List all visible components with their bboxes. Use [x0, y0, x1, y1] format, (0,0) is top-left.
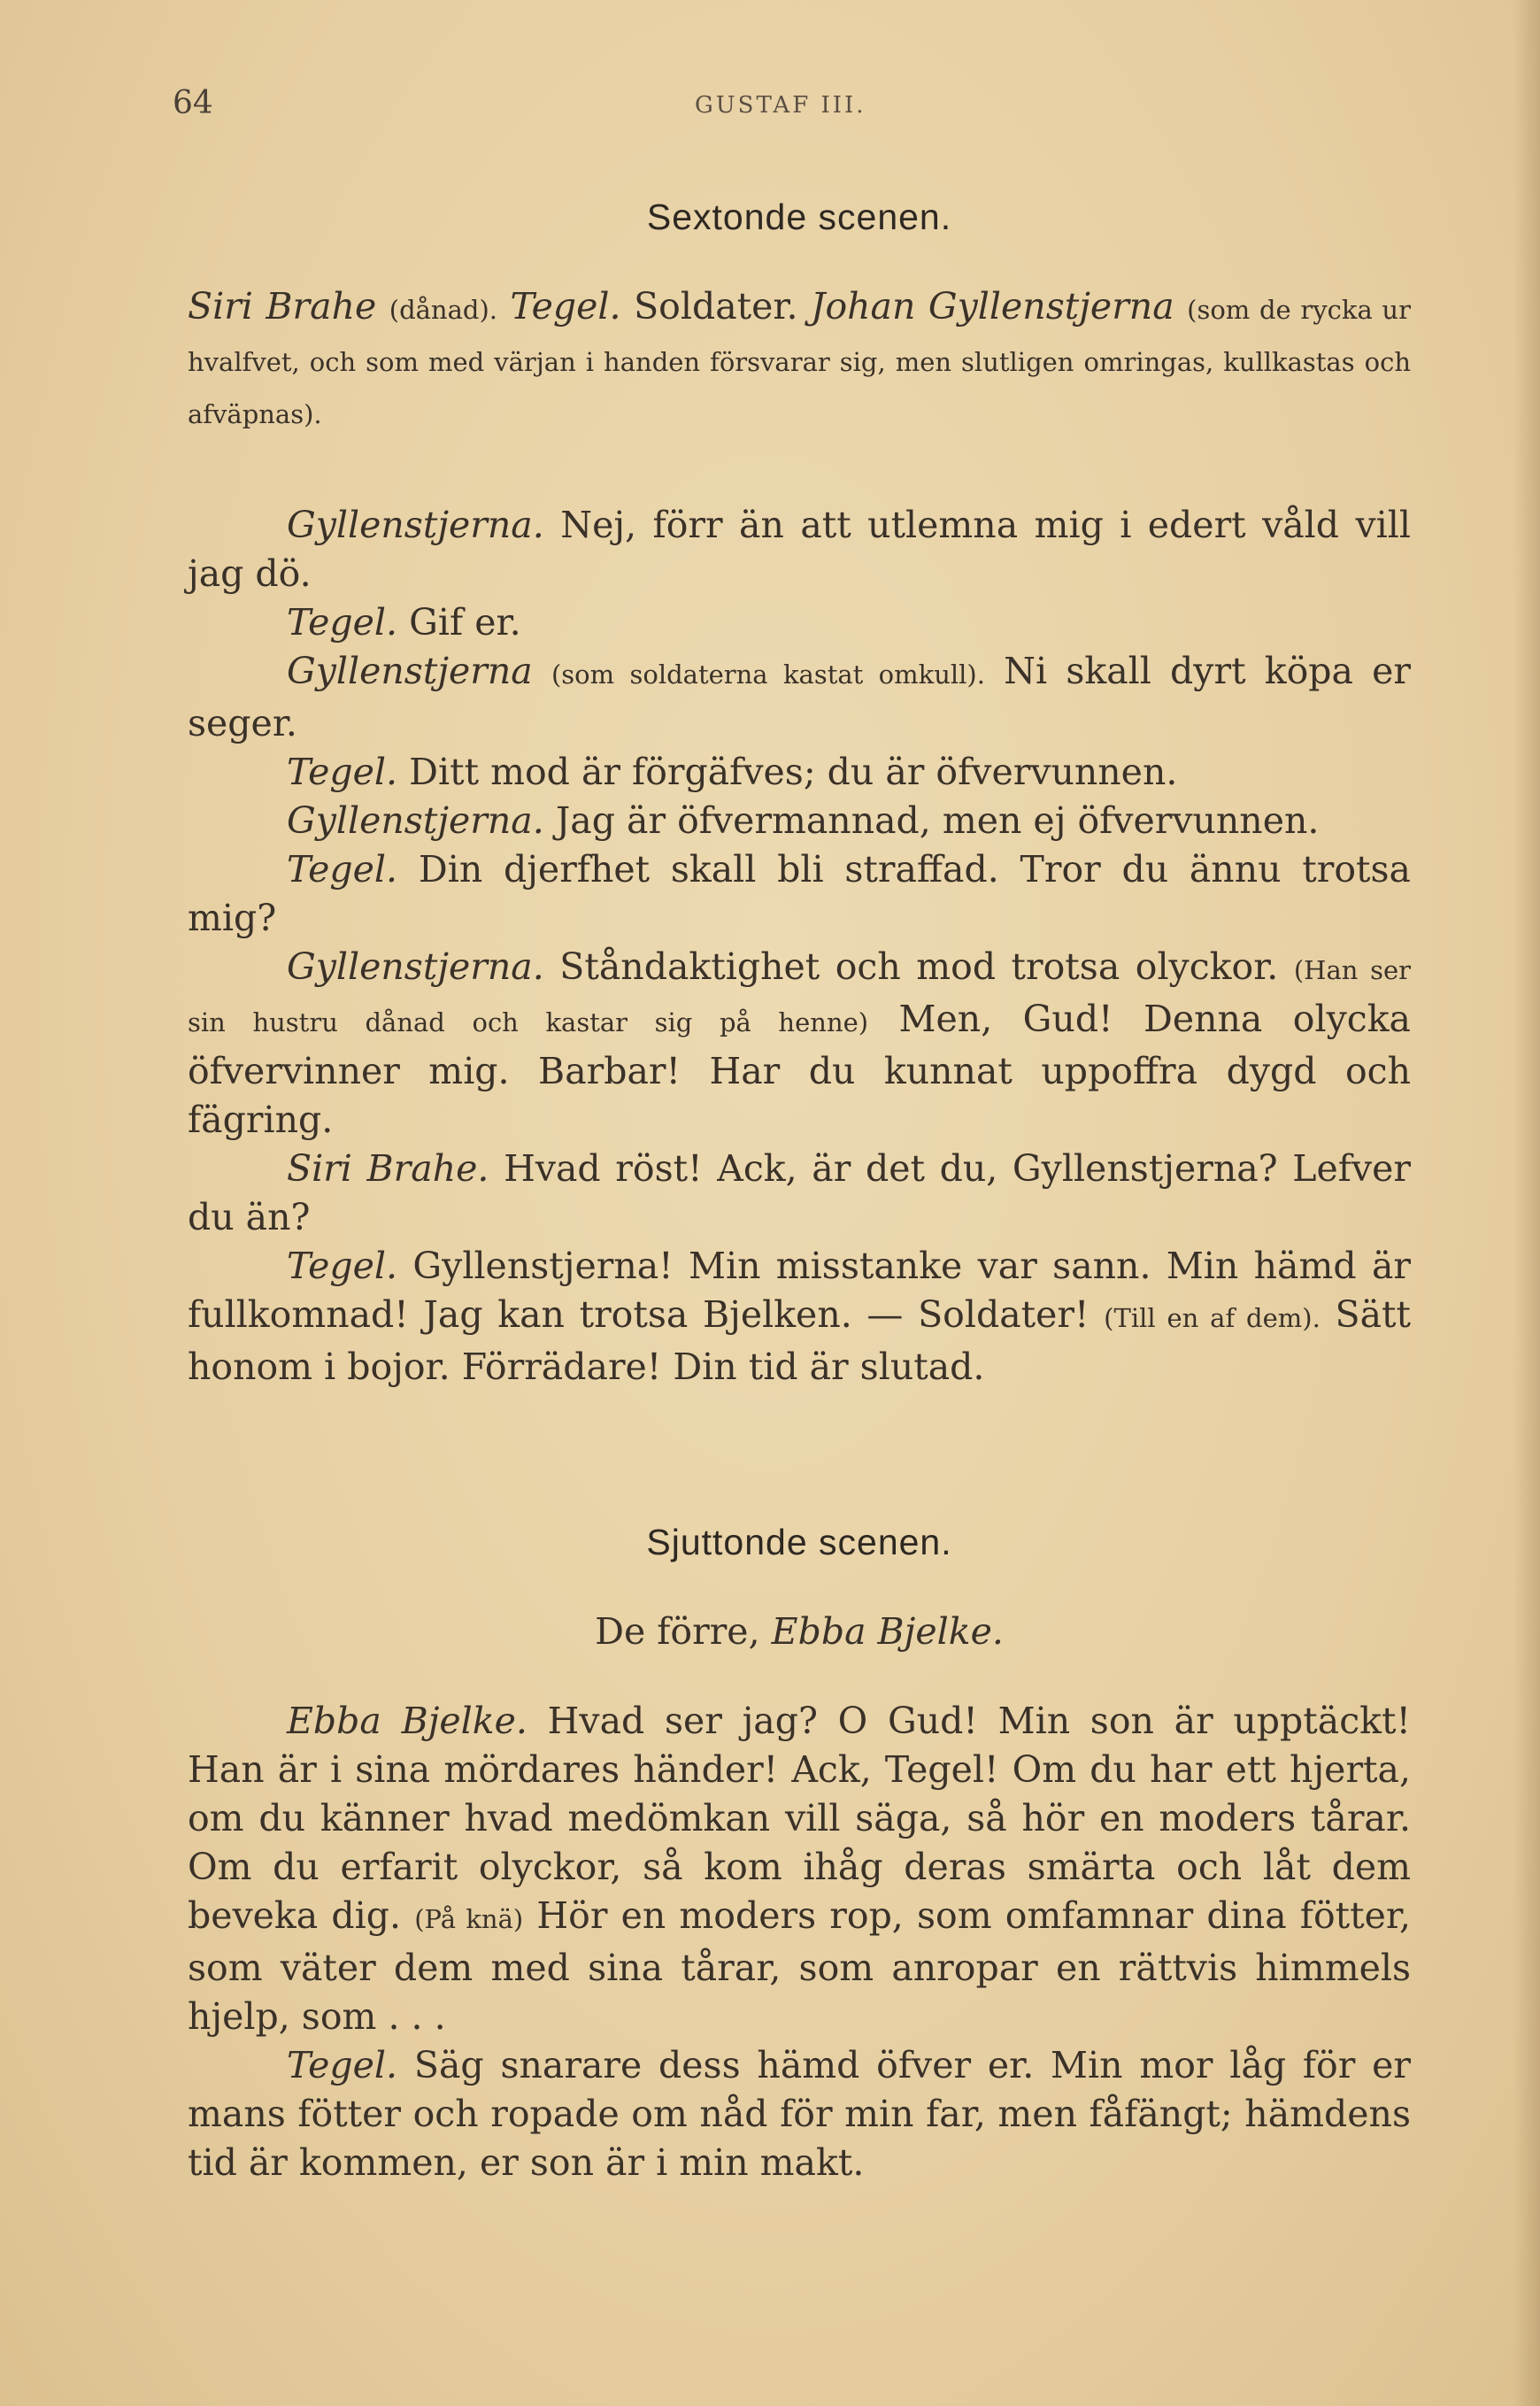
- speaker-name: Tegel.: [287, 751, 398, 793]
- speaker-name: Tegel.: [287, 1245, 398, 1287]
- scene-16-heading: Sextonde scenen.: [646, 197, 952, 237]
- speech: [188, 845, 1411, 943]
- scene-17-cast: [188, 1608, 1411, 1656]
- stage-direction: (som soldaterna kastat omkull).: [551, 659, 985, 690]
- speech: [188, 1697, 1411, 2041]
- cast-name: Tegel.: [510, 285, 621, 328]
- speaker-name: Gyllenstjerna.: [287, 799, 544, 842]
- page-edge-shadow: [1513, 0, 1540, 2406]
- speaker-name: Siri Brahe.: [287, 1147, 489, 1190]
- cast-name: Ebba Bjelke.: [771, 1610, 1004, 1653]
- stage-direction: (som de rycka ur hvalfvet, och som med värjan i handen försvarar sig, men slutligen omringas, kullkastas och afväpnas).: [188, 295, 1411, 429]
- speaker-name: Gyllenstjerna: [287, 650, 533, 692]
- speech: [188, 797, 1411, 845]
- cast-name: Johan Gyllenstjerna: [811, 285, 1174, 328]
- speech: [188, 943, 1411, 1145]
- speech-text: Gif er.: [409, 601, 521, 644]
- speech: [188, 501, 1411, 598]
- speech-text: Säg snarare dess hämd öfver er. Min mor låg för er mans fötter och ropade om nåd för min far, men fåfängt; hämdens tid är kommen, er son är i min makt.: [188, 2044, 1411, 2184]
- speaker-name: Gyllenstjerna.: [287, 945, 544, 988]
- stage-direction: (dånad).: [389, 295, 497, 325]
- stage-direction: (Till en af dem).: [1104, 1303, 1321, 1333]
- speech-text: Ditt mod är förgäfves; du är öfvervunnen.: [409, 751, 1178, 793]
- speech-text: Hör en moders rop, som omfamnar dina fötter, som väter dem med sina tårar, som anropar en rättvis himmels hjelp, som . . .: [188, 1894, 1411, 2038]
- speech-text: Gyllenstjerna! Min misstanke var sann. Min hämd är fullkomnad! Jag kan trotsa Bjelken. — Soldater!: [188, 1245, 1411, 1336]
- stage-direction: (På knä): [414, 1904, 524, 1934]
- speech-text: Hvad röst! Ack, är det du, Gyllenstjerna? Lefver du än?: [188, 1147, 1411, 1238]
- running-title: GUSTAF III.: [695, 92, 866, 119]
- running-head: [173, 85, 1412, 129]
- cast-text: Soldater.: [634, 285, 798, 328]
- speaker-name: Ebba Bjelke.: [287, 1700, 527, 1742]
- speech-text: Men, Gud! Denna olycka öfvervinner mig. Barbar! Har du kunnat uppoffra dygd och fägring.: [188, 998, 1411, 1141]
- text-column: [188, 190, 1411, 2187]
- scene-17-heading: Sjuttonde scenen.: [646, 1522, 952, 1562]
- speech-text: Jag är öfvermannad, men ej öfvervunnen.: [555, 799, 1320, 842]
- page-number: 64: [173, 85, 213, 121]
- speaker-name: Tegel.: [287, 848, 398, 891]
- scene-16-cast: [188, 282, 1411, 439]
- speech-text: Nej, förr än att utlemna mig i edert våld vill jag dö.: [188, 504, 1411, 595]
- speech-text: Hvad ser jag? O Gud! Min son är upptäckt! Han är i sina mördares händer! Ack, Tegel! Om du har ett hjerta, om du känner hvad medömkan vill säga, så hör en moders tårar. Om du erfarit olyckor, så kom ihåg deras smärta och låt dem beveka dig.: [188, 1700, 1411, 1937]
- speech: [188, 647, 1411, 748]
- speech-text: Sätt honom i bojor. Förrädare! Din tid är slutad.: [188, 1293, 1411, 1388]
- speaker-name: Gyllenstjerna.: [287, 504, 544, 546]
- speech: [188, 1145, 1411, 1242]
- speech: [188, 748, 1411, 797]
- stage-direction: (Han ser sin hustru dånad och kastar sig på henne): [188, 955, 1411, 1037]
- speech: [188, 598, 1411, 647]
- speech: [188, 1242, 1411, 1392]
- speaker-name: Tegel.: [287, 601, 398, 644]
- cast-text: De förre,: [595, 1610, 760, 1653]
- speaker-name: Tegel.: [287, 2044, 398, 2086]
- speech-text: Din djerfhet skall bli straffad. Tror du ännu trotsa mig?: [188, 848, 1411, 939]
- speech-text: Ståndaktighet och mod trotsa olyckor.: [559, 945, 1279, 988]
- speech-text: Ni skall dyrt köpa er seger.: [188, 650, 1411, 744]
- cast-name: Siri Brahe: [188, 285, 377, 328]
- speech: [188, 2041, 1411, 2187]
